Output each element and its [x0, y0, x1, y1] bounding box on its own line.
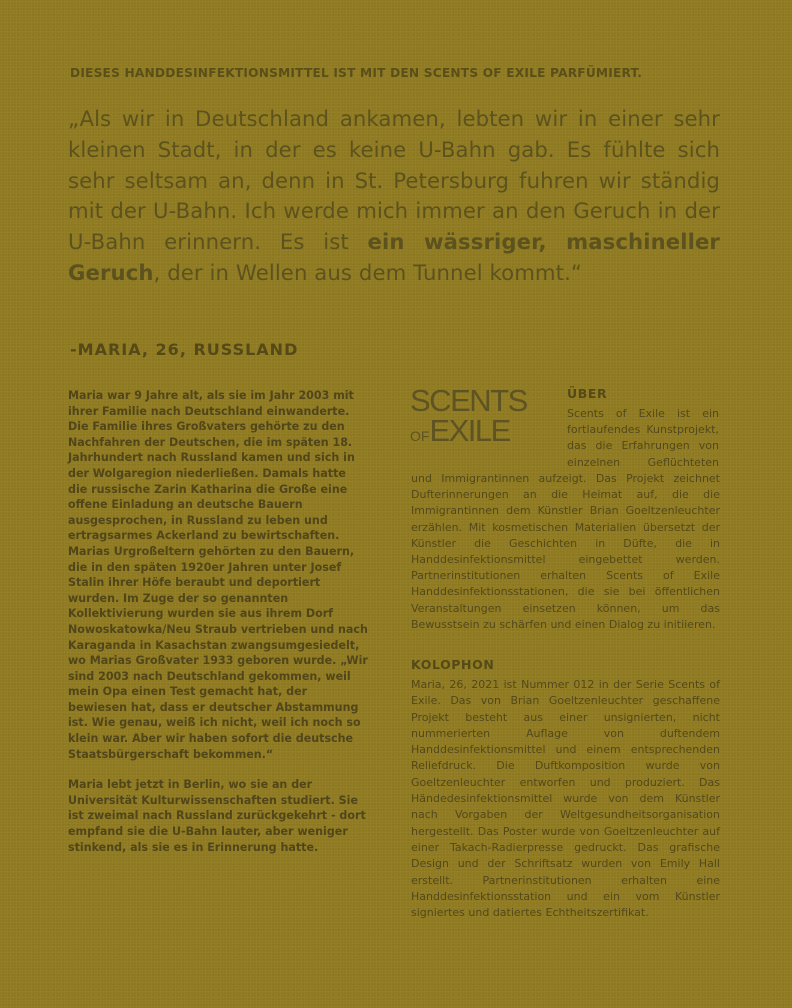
logo-exile: EXILE — [429, 413, 510, 448]
about-intro: Scents of Exile ist ein fortlaufendes Kunstprojekt, das die Erfahrungen von einzelnen Geflüchteten — [567, 407, 719, 469]
quote-attribution: -MARIA, 26, RUSSLAND — [70, 340, 299, 359]
quote-emphasis: ein wässriger, maschineller Geruch — [68, 229, 720, 285]
scents-of-exile-logo — [410, 383, 550, 451]
quote-part-1: „Als wir in Deutschland ankamen, lebten wir in einer sehr kleinen Stadt, in der es keine U-Bahn gab. Es fühlte sich sehr seltsam an, denn in St. Petersburg fuhren wir ständig mit der U-Bahn. Ich werde mich immer an den Geruch in der U-Bahn erinnern. Es ist — [68, 106, 720, 255]
kolophon-heading: KOLOPHON — [411, 657, 495, 672]
about-body: und Immigrantinnen aufzeigt. Das Projekt zeichnet Dufterinnerungen an die Heimat auf, die die Immigrantinnen dem Künstler Brian Goeltzenleuchter erzählen. Mit kosmetischen Materialien übersetzt der Künstler die Geschichten in Düfte, die in Handdesinfektionsmittel eingebettet werden. Partnerinstitutionen erhalten Scents of Exile Handdesinfektionsstationen, die sie bei öffentlichen Veranstaltungen einsetzen können, um das Bewusstsein zu schärfen und einen Dialog zu initiieren. — [411, 472, 720, 631]
logo-line-scents: SCENTS — [410, 383, 527, 418]
logo-line-exile — [410, 413, 550, 451]
story-paragraph-1: Maria war 9 Jahre alt, als sie im Jahr 2003 mit ihrer Familie nach Deutschland einwanderte. Die Familie ihres Großvaters gehörte zu den Nachfahren der Deutschen, die im späten 18. Jahrhundert nach Russland kamen und sich in der Wolgaregion niederließen. Damals hatte die russische Zarin Katharina die Große eine offene Einladung an deutsche Bauern ausgesprochen, in Russland zu leben und ertragsarmes Ackerland zu bewirtschaften. Marias Urgroßeltern gehörten zu den Bauern, die in den späten 1920er Jahren unter Josef Stalin ihrer Höfe beraubt und deportiert wurden. Im Zuge der so genannten Kollektivierung wurden sie aus ihrem Dorf Nowoskatowka/Neu Straub vertrieben und nach Karaganda in Kasachstan zwangsumgesiedelt, wo Marias Großvater 1933 geboren wurde. „Wir sind 2003 nach Deutschland gekommen, weil mein Opa einen Test gemacht hat, der bewiesen hat, dass er deutscher Abstammung ist. Wie genau, weiß ich nicht, weil ich noch so klein war. Aber wir haben sofort die deutsche Staatsbürgerschaft bekommen.“ — [68, 389, 368, 761]
about-heading: ÜBER — [567, 386, 608, 401]
logo-of: OF — [410, 428, 430, 444]
quote — [68, 104, 720, 289]
header-title: DIESES HANDDESINFEKTIONSMITTEL IST MIT DEN SCENTS OF EXILE PARFÜMIERT. — [70, 66, 643, 80]
story-column — [68, 388, 368, 870]
kolophon-body: Maria, 26, 2021 ist Nummer 012 in der Serie Scents of Exile. Das von Brian Goeltzenleuchter geschaffene Projekt besteht aus einer unsignierten, nicht nummerierten Auflage von duftendem Handdesinfektionsmittel und einem entsprechenden Reliefdruck. Die Duftkomposition wurde von Goeltzenleuchter entworfen und produziert. Das Händedesinfektionsmittel wurde von dem Künstler nach Vorgaben der Weltgesundheitsorganisation hergestellt. Das Poster wurde von Goeltzenleuchter auf einer Takach-Radierpresse gedruckt. Das grafische Design und der Schriftsatz wurden von Emily Hall erstellt. Partnerinstitutionen erhalten eine Handdesinfektionsstation und ein vom Künstler signiertes und datiertes Echtheitszertifikat. — [411, 678, 720, 920]
quote-part-2: , der in Wellen aus dem Tunnel kommt.“ — [153, 259, 582, 285]
story-paragraph-2: Maria lebt jetzt in Berlin, wo sie an der Universität Kulturwissenschaften studiert. Sie ist zweimal nach Russland zurückgekehrt - dort empfand sie die U-Bahn lauter, aber weniger stinkend, als sie es in Erinnerung hatte. — [68, 778, 366, 854]
